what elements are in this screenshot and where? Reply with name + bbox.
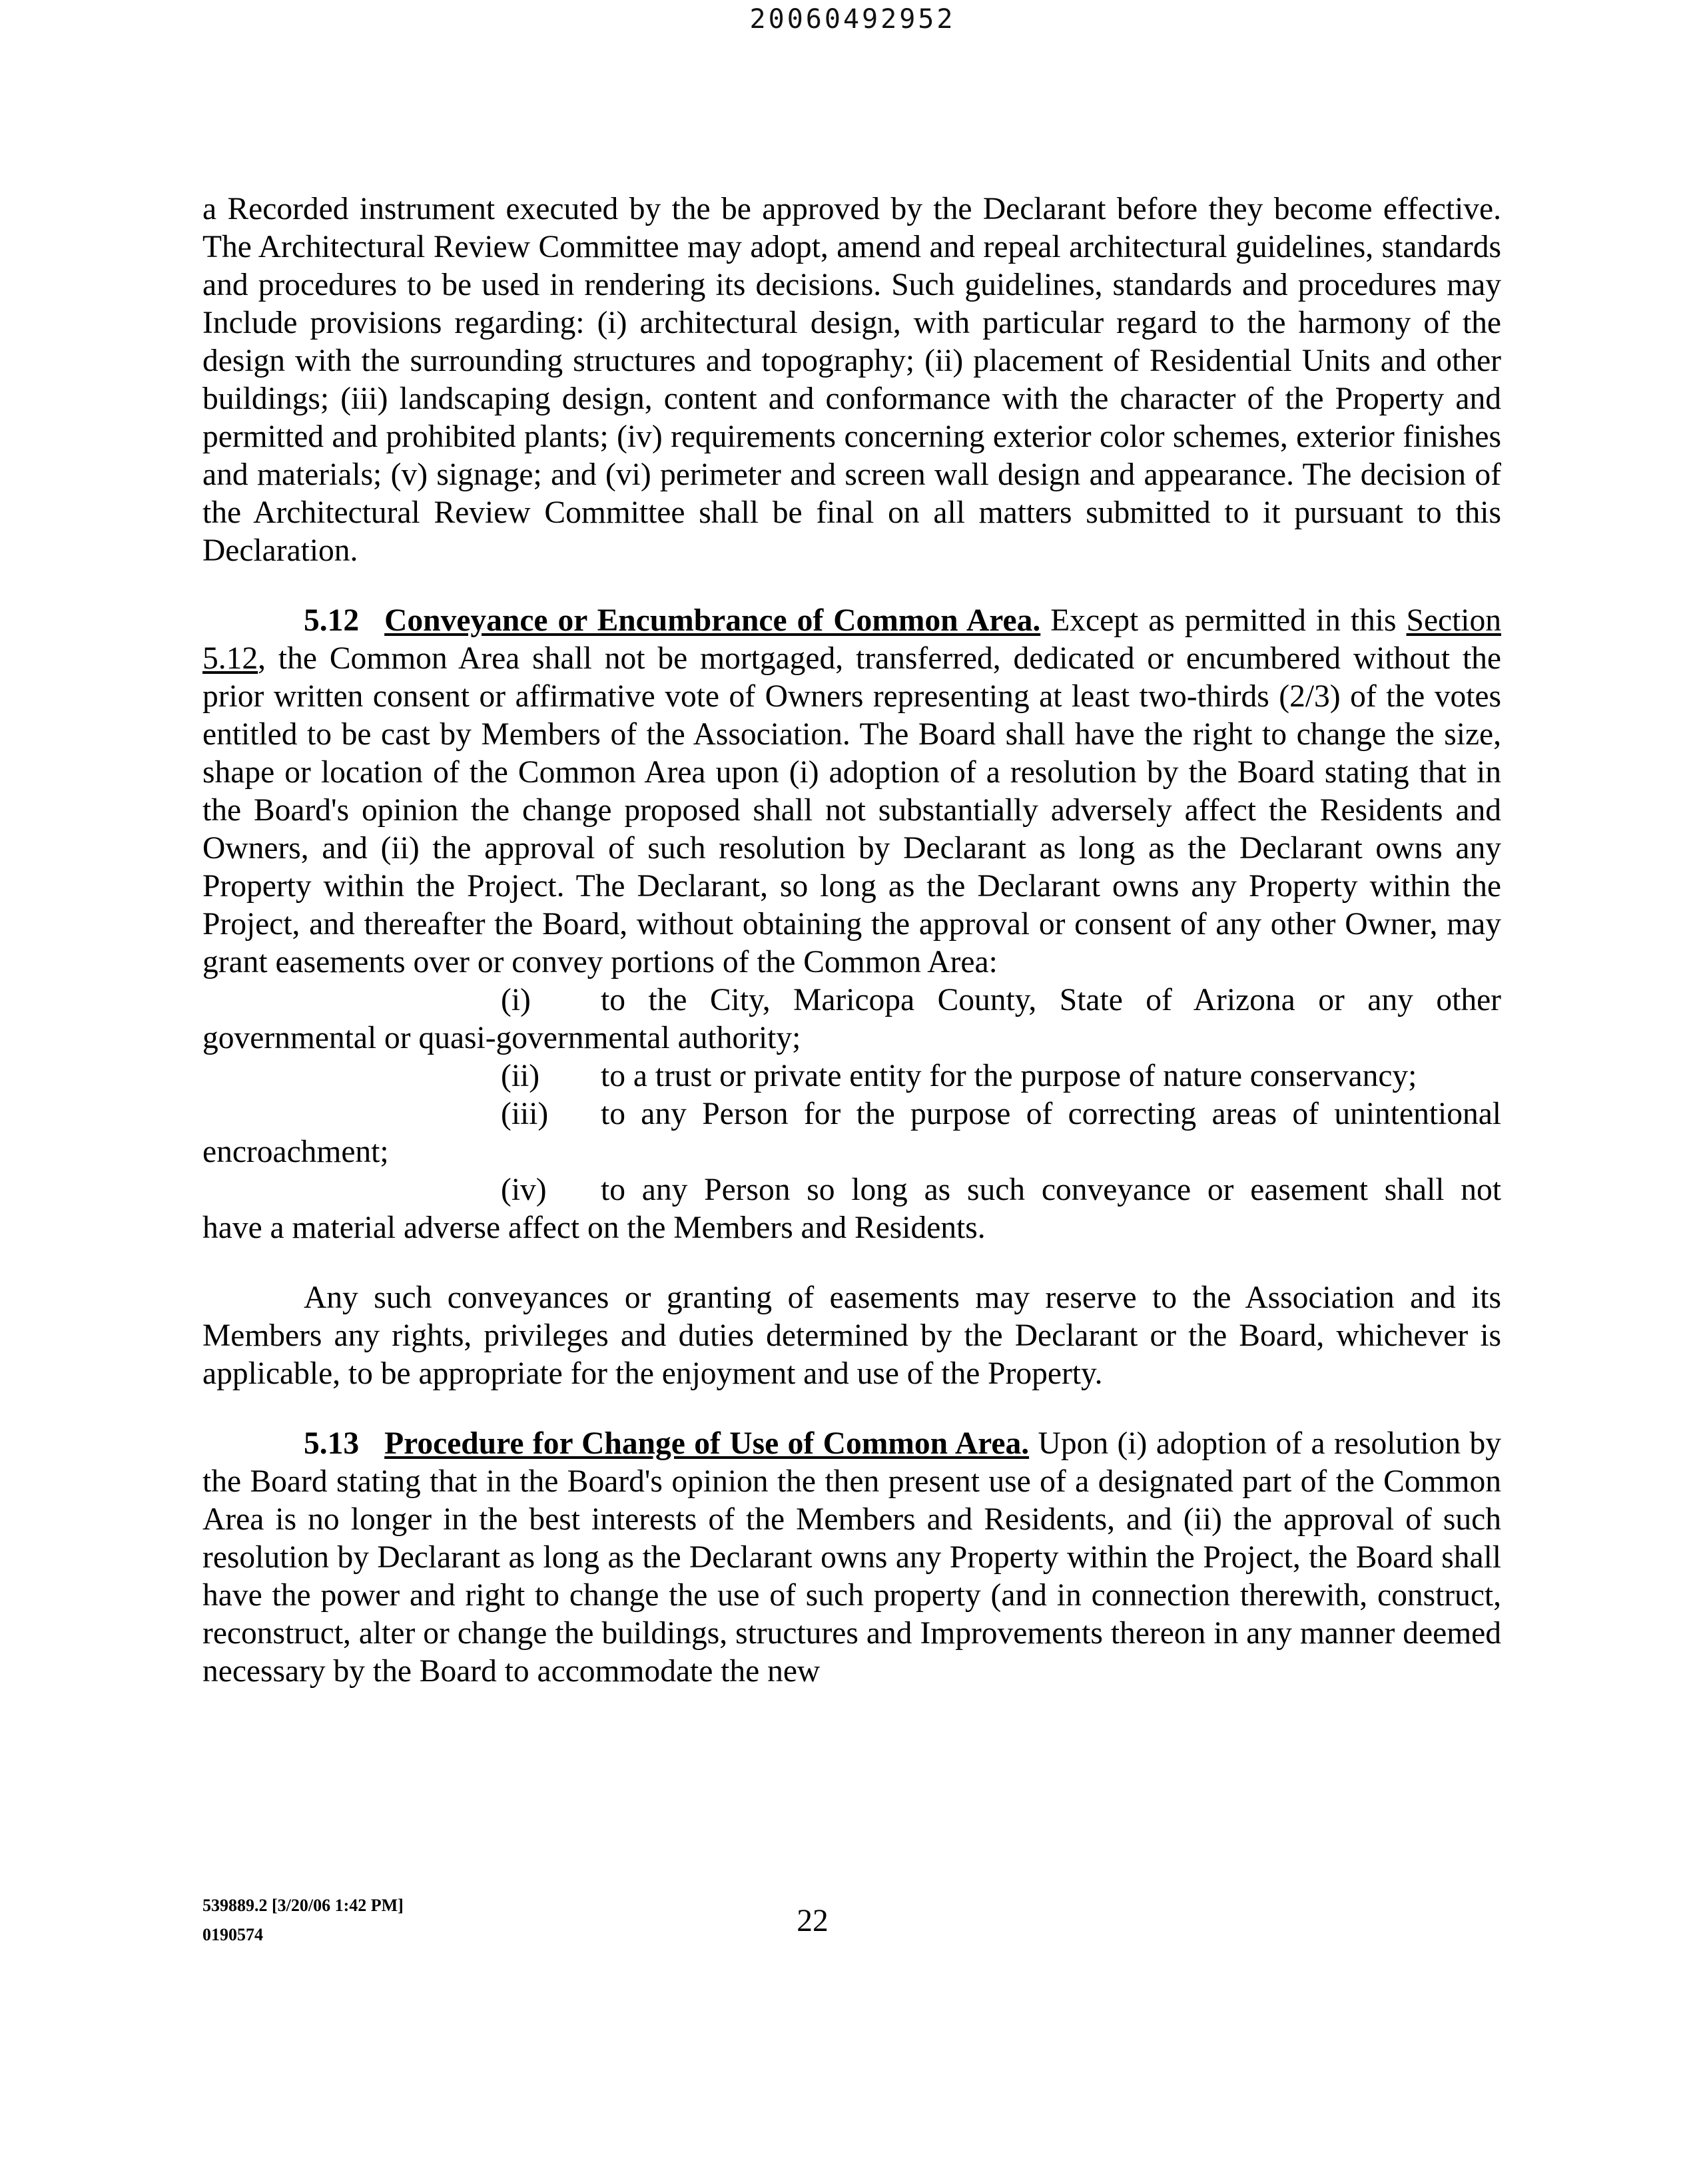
list-item-number: (iv)	[501, 1173, 547, 1207]
section-title: Conveyance or Encumbrance of Common Area.	[384, 603, 1041, 638]
list-item-number: (i)	[501, 983, 531, 1017]
section-title: Procedure for Change of Use of Common Area.	[384, 1426, 1030, 1461]
document-page	[202, 190, 1501, 1691]
list-item-number: (ii)	[501, 1059, 540, 1093]
section-text: Upon (i) adoption of a resolution by the Board stating that in the Board's opinion the then present use of a designated part of the Common Area is no longer in the best interests of the Members and Residents, and (ii) the approval of such resolution by Declarant as long as the Declarant owns any Property within the Project, the Board shall have the power and right to change the use of such property (and in connection therewith, construct, reconstruct, alter or change the buildings, structures and Improvements thereon in any manner deemed necessary by the Board to accommodate the new	[202, 1426, 1501, 1689]
section-5-12	[202, 602, 1501, 981]
list-item-text: to the City, Maricopa County, State of Arizona or any other	[601, 983, 1501, 1017]
section-5-13	[202, 1425, 1501, 1691]
list-item-continuation: governmental or quasi-governmental authority;	[202, 1021, 801, 1055]
list-item-i	[202, 981, 1501, 1057]
page-number: 22	[797, 1904, 829, 1938]
list-item-continuation: have a material adverse affect on the Members and Residents.	[202, 1211, 986, 1245]
section-number: 5.12	[304, 603, 360, 638]
list-item-iv	[202, 1171, 1501, 1247]
list-item-text: to any Person so long as such conveyance or easement shall not	[601, 1173, 1501, 1207]
footer-file-number: 0190574	[202, 1925, 263, 1944]
section-text: Except as permitted in this	[1050, 603, 1397, 638]
list-item-text: to a trust or private entity for the purpose of nature conservancy;	[601, 1059, 1417, 1093]
closing-paragraph: Any such conveyances or granting of easements may reserve to the Association and its Members any rights, privileges and duties determined by the Declarant or the Board, whichever is applicable, to be appropriate for the enjoyment and use of the Property.	[202, 1280, 1501, 1391]
section-reference-link: Section 5.12	[202, 603, 1502, 676]
list-item-ii	[202, 1057, 1501, 1095]
footer-doc-ref: 539889.2 [3/20/06 1:42 PM]	[202, 1896, 404, 1915]
document-number: 20060492952	[749, 4, 956, 35]
list-item-continuation: encroachment;	[202, 1135, 389, 1169]
list-item-text: to any Person for the purpose of correcting areas of unintentional	[601, 1097, 1501, 1131]
paragraph-architectural-guidelines: a Recorded instrument executed by the be approved by the Declarant before they become effective. The Architectural Review Committee may adopt, amend and repeal architectural guidelines, standards and procedures to be used in rendering its decisions. Such guidelines, standards and procedures may Include provisions regarding: (i) architectural design, with particular regard to the harmony of the design with the surrounding structures and topography; (ii) placement of Residential Units and other buildings; (iii) landscaping design, content and conformance with the character of the Property and permitted and prohibited plants; (iv) requirements concerning exterior color schemes, exterior finishes and materials; (v) signage; and (vi) perimeter and screen wall design and appearance. The decision of the Architectural Review Committee shall be final on all matters submitted to it pursuant to this Declaration.	[202, 192, 1501, 568]
section-number: 5.13	[304, 1426, 360, 1461]
list-item-iii	[202, 1095, 1501, 1171]
list-item-number: (iii)	[501, 1097, 549, 1131]
section-text-continued: , the Common Area shall not be mortgaged, transferred, dedicated or encumbered without the prior written consent or affirmative vote of Owners representing at least two-thirds (2/3) of the votes entitled to be cast by Members of the Association. The Board shall have the right to change the size, shape or location of the Common Area upon (i) adoption of a resolution by the Board stating that in the Board's opinion the change proposed shall not substantially adversely affect the Residents and Owners, and (ii) the approval of such resolution by Declarant as long as the Declarant owns any Property within the Project. The Declarant, so long as the Declarant owns any Property within the Project, and thereafter the Board, without obtaining the approval or consent of any other Owner, may grant easements over or convey portions of the Common Area:	[202, 641, 1501, 979]
footer-doc-reference	[202, 1891, 404, 1950]
